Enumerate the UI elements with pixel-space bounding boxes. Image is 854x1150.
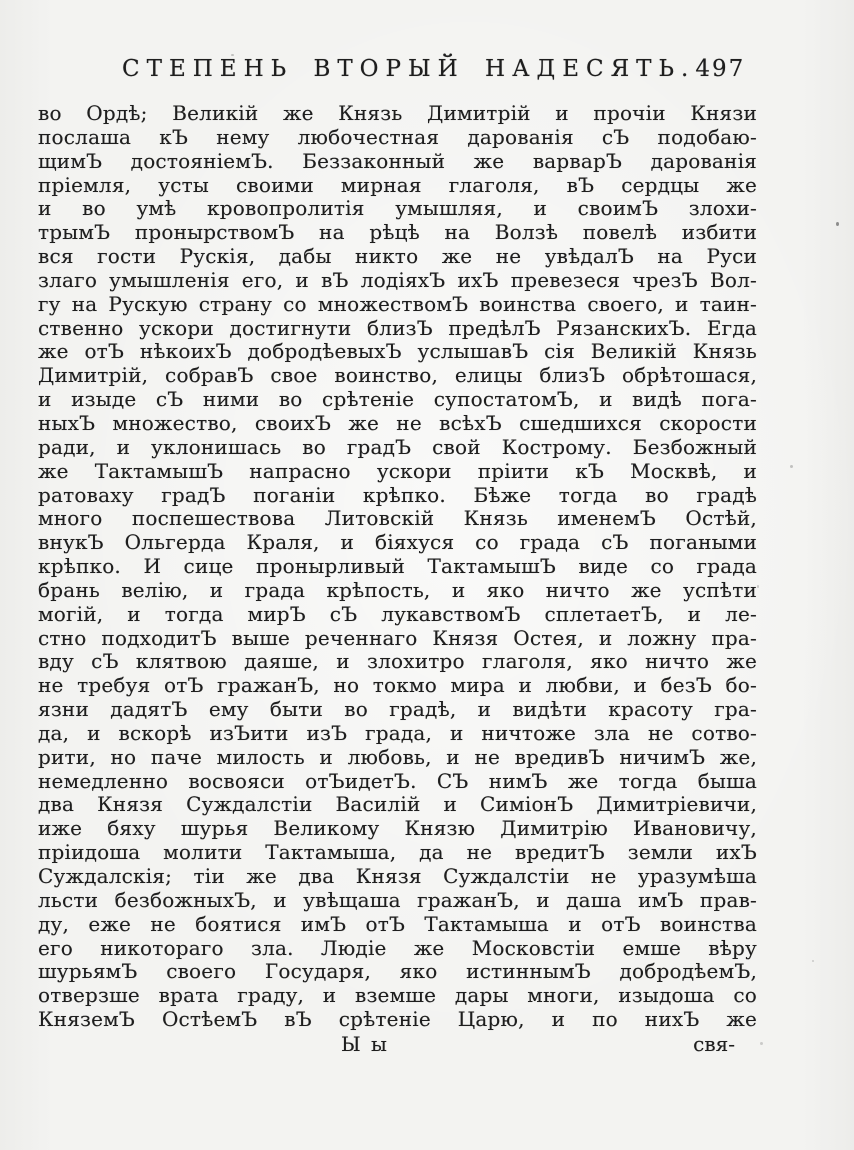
chapter-title: СТЕПЕНЬ ВТОРЫЙ НАДЕСЯТЬ. bbox=[122, 56, 696, 82]
text-line: щимЪ достояніемЪ. Беззаконный же варварЪ дарованія bbox=[38, 148, 757, 173]
page-footer bbox=[38, 1032, 757, 1058]
scan-speck bbox=[812, 960, 814, 962]
text-line: шурьямЪ своего Государя, яко истиннымЪ добродѣемЪ, bbox=[38, 959, 757, 984]
text-line: могій, и тогда мирЪ сЪ лукавствомЪ сплетаетЪ, и ле- bbox=[38, 601, 757, 626]
text-line: да, и вскорѣ изЪити изЪ града, и ничтоже зла не сотво- bbox=[38, 720, 757, 745]
text-line: стно подходитЪ выше реченнаго Князя Остея, и ложну пра- bbox=[38, 625, 757, 650]
text-line: иже бяху шурья Великому Князю Димитрію Ивановичу, bbox=[38, 816, 757, 841]
text-line: ратоваху градЪ поганіи крѣпко. Бѣже тогда во градѣ bbox=[38, 482, 757, 507]
text-line: крѣпко. И сице пронырливый ТактамышЪ виде со града bbox=[38, 554, 757, 579]
scan-speck bbox=[790, 465, 793, 468]
text-line: много поспешествова Литовскій Князь именемЪ Остѣй, bbox=[38, 506, 757, 531]
text-line: вся гости Рускія, дабы никто же не увѣдалЪ на Руси bbox=[38, 244, 757, 269]
text-line: Суждалскія; тіи же два Князя Суждалстіи не уразумѣша bbox=[38, 864, 757, 888]
text-line: злаго умышленія его, и вЪ лодіяхЪ ихЪ превезеся чрезЪ Вол- bbox=[38, 267, 757, 292]
scan-speck bbox=[760, 1042, 763, 1045]
text-line: гу на Рускую страну со множествомЪ воинства своего, и таин- bbox=[38, 291, 757, 316]
text-line: вду сЪ клятвою даяше, и злохитро глаголя, яко ничто же bbox=[38, 649, 757, 674]
text-line: брань велію, и града крѣпость, и яко ничто же успѣти bbox=[38, 577, 757, 602]
body-text-block bbox=[38, 101, 757, 1031]
text-line: трымЪ пронырствомЪ на рѣцѣ на Волзѣ повелѣ избити bbox=[38, 220, 757, 245]
text-line: льсти безбожныхЪ, и увѣщаша гражанЪ, и даша имЪ прав- bbox=[38, 887, 757, 912]
text-line: и во умѣ кровопролитія умышляя, и своимЪ злохи- bbox=[38, 196, 757, 221]
text-line: пріемля, усты своими мирная глаголя, вЪ сердцы же bbox=[38, 172, 757, 197]
text-line: КняземЪ ОстѣемЪ вЪ срѣтеніе Царю, и по нихЪ же bbox=[38, 1007, 757, 1032]
text-line: же ТактамышЪ напрасно ускори пріити кЪ Москвѣ, и bbox=[38, 458, 757, 483]
scan-speck bbox=[231, 54, 234, 56]
text-line: не требуя отЪ гражанЪ, но токмо мира и любви, и безЪ бо- bbox=[38, 673, 757, 698]
text-line: Димитрій, собравЪ свое воинство, елицы близЪ обрѣтошася, bbox=[38, 363, 757, 388]
text-line: внукЪ Ольгерда Краля, и біяхуся со града сЪ погаными bbox=[38, 530, 757, 555]
text-line: послаша кЪ нему любочестная дарованія сЪ подобаю- bbox=[38, 124, 757, 149]
text-line: его никотораго зла. Людіе же Московстіи емше вѣру bbox=[38, 935, 757, 960]
text-line: немедленно восвояси отЪидетЪ. СЪ нимЪ же тогда быша bbox=[38, 768, 757, 793]
text-line: же отЪ нѣкоихЪ добродѣевыхЪ услышавЪ сія Великій Князь bbox=[38, 339, 757, 364]
running-header bbox=[122, 56, 746, 82]
catchword: свя- bbox=[693, 1032, 735, 1056]
scan-speck bbox=[836, 222, 839, 226]
text-line: во Ордѣ; Великій же Князь Димитрій и прочіи Князи bbox=[38, 101, 757, 125]
text-line: пріидоша молити Тактамыша, да не вредитЪ земли ихЪ bbox=[38, 840, 757, 865]
signature-mark: Ы ы bbox=[341, 1032, 389, 1056]
text-line: ради, и уклонишась во градЪ свой Кострому. Безбожный bbox=[38, 434, 757, 459]
text-line: отверзше врата граду, и вземше дары многи, изыдоша со bbox=[38, 983, 757, 1008]
text-line: ныхЪ множество, своихЪ же не всѣхЪ сшедшихся скорости bbox=[38, 410, 757, 435]
text-line: рити, но паче милость и любовь, и не вредивЪ ничимЪ же, bbox=[38, 744, 757, 769]
text-line: ду, еже не боятися имЪ отЪ Тактамыша и отЪ воинства bbox=[38, 911, 757, 936]
page-number: 497 bbox=[695, 56, 746, 82]
text-line: язни дадятЪ ему быти во градѣ, и видѣти красоту гра- bbox=[38, 697, 757, 722]
text-line: и изыде сЪ ними во срѣтеніе супостатомЪ, и видѣ пога- bbox=[38, 387, 757, 412]
text-line: два Князя Суждалстіи Василій и СиміонЪ Димитріевичи, bbox=[38, 792, 757, 817]
text-line: ственно ускори достигнути близЪ предѣлЪ РязанскихЪ. Егда bbox=[38, 315, 757, 340]
scan-speck bbox=[757, 585, 759, 588]
